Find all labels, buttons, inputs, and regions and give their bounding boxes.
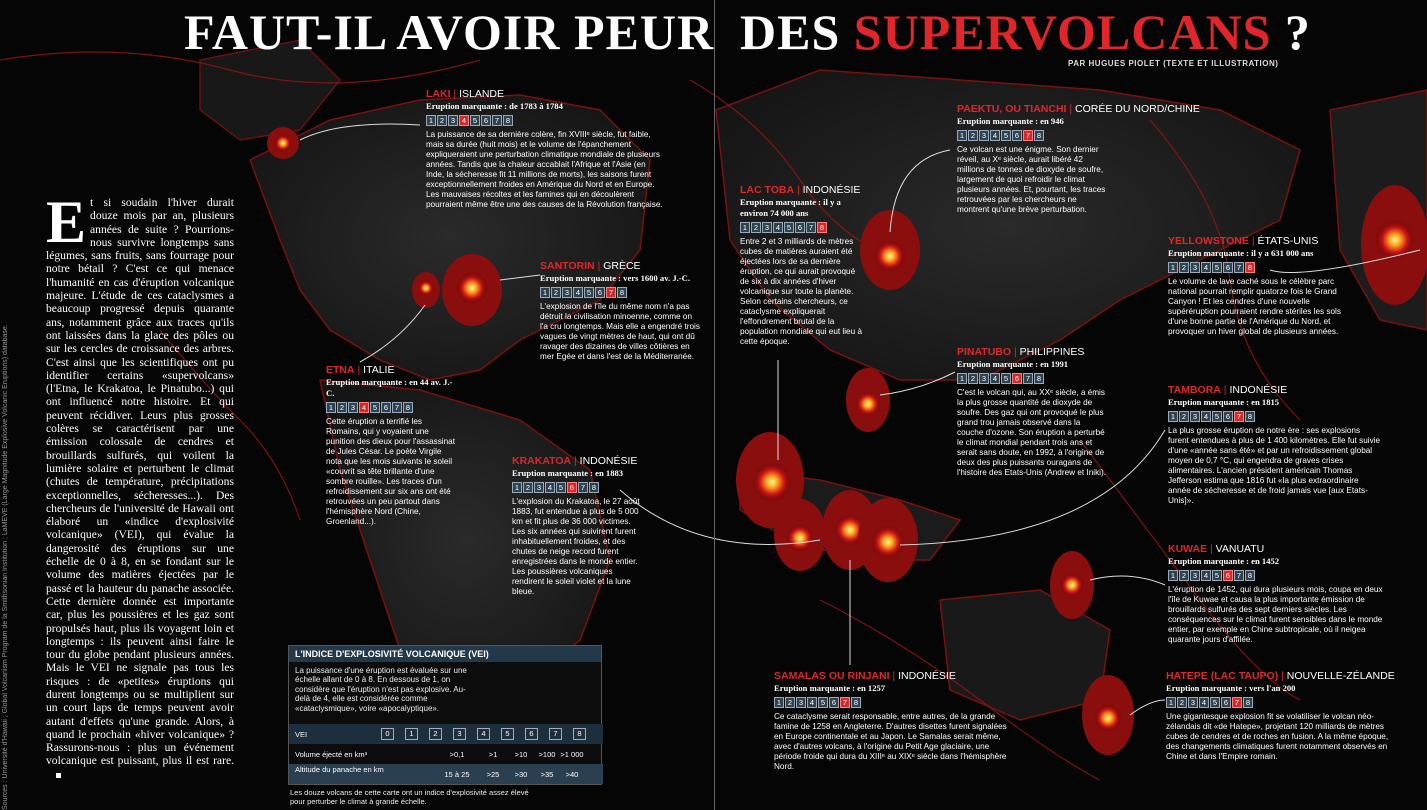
vei-scale-cell: 2 xyxy=(968,130,978,141)
eruption-date: Eruption marquante : en 946 xyxy=(957,116,1064,126)
eruption-date: Eruption marquante : vers 1600 av. J.-C. xyxy=(540,273,690,283)
vei-scale-cell: 1 xyxy=(326,402,336,413)
vei-scale-cell: 1 xyxy=(774,697,784,708)
vei-volume-cell: >1 000 xyxy=(560,750,584,759)
volcano-plume-tambora xyxy=(858,498,918,582)
vei-scale-cell: 6 xyxy=(595,287,605,298)
vei-scale-cell: 2 xyxy=(337,402,347,413)
vei-scale-cell: 3 xyxy=(979,130,989,141)
vei-scale-cell: 5 xyxy=(784,222,794,233)
vei-scale-cell: 2 xyxy=(751,222,761,233)
vei-index-box: 1 xyxy=(405,728,418,740)
eruption-date: Eruption marquante : il y a 631 000 ans xyxy=(1168,248,1314,258)
callout-pinatubo xyxy=(957,346,1107,478)
vei-scale-cell: 6 xyxy=(1223,262,1233,273)
vei-scale-cell: 6 xyxy=(829,697,839,708)
vei-scale-cell: 5 xyxy=(818,697,828,708)
vei-scale-cell: 3 xyxy=(979,373,989,384)
volcano-title: SANTORIN xyxy=(540,260,595,272)
vei-scale-cell: 8 xyxy=(503,115,513,126)
vei-scale-cell: 8 xyxy=(817,222,827,233)
vei-scale-cell: 1 xyxy=(540,287,550,298)
vei-scale-cell: 6 xyxy=(1223,411,1233,422)
vei-index-box: 3 xyxy=(453,728,466,740)
title-right: DES SUPERVOLCANS ? xyxy=(740,4,1311,60)
volcano-country: VANUATU xyxy=(1215,543,1265,555)
volcano-title: LAC TOBA xyxy=(740,184,795,196)
vei-scale-cell: 5 xyxy=(1001,373,1011,384)
volcano-title: KUWAE xyxy=(1168,543,1208,555)
vei-volume-cell: >100 xyxy=(538,750,556,759)
volcano-plume-kuwae xyxy=(1050,551,1094,619)
volcano-country: ÉTATS-UNIS xyxy=(1257,235,1319,247)
vei-scale-cell: 5 xyxy=(1212,570,1222,581)
vei-scale-cell: 5 xyxy=(556,482,566,493)
vei-scale-cell: 2 xyxy=(551,287,561,298)
volcano-description: La puissance de sa dernière colère, fin XVIIIᵉ siècle, fut faible, mais sa durée (huit mois) et le volume de l'épanchement expliqueraient une perturbation climatique mondiale de plusieurs années. Tandis que la chaleur accablait l'Afrique et l'Asie (en Inde, la sécheresse fit 11 millions de morts), les saisons furent exceptionnellement froides en Amérique du Nord et en Europe. Les mauvaises récoltes et les famines qui en découlèrent pourraient même être une des causes de la Révolution française. xyxy=(426,130,663,209)
volcano-plume-hatepe xyxy=(1082,675,1134,755)
eruption-date: Eruption marquante : de 1783 à 1784 xyxy=(426,101,563,111)
vei-scale-cell: 7 xyxy=(578,482,588,493)
vei-index-box: 5 xyxy=(501,728,514,740)
volcano-name: HATEPE (LAC TAUPO) | NOUVELLE-ZÉLANDE xyxy=(1166,670,1395,682)
callout-paektu xyxy=(957,103,1200,215)
eruption-date: Eruption marquante : en 1991 xyxy=(957,359,1069,369)
title-accent: SUPERVOLCANS xyxy=(853,4,1272,60)
volcano-country: NOUVELLE-ZÉLANDE xyxy=(1286,670,1395,682)
vei-scale-cell: 5 xyxy=(584,287,594,298)
callout-hatepe xyxy=(1166,670,1395,762)
vei-scale-cell: 7 xyxy=(492,115,502,126)
vei-scale-cell: 2 xyxy=(523,482,533,493)
volcano-title: LAKI xyxy=(426,88,451,100)
vei-scale-cell: 4 xyxy=(990,373,1000,384)
callout-lactoba xyxy=(740,184,865,347)
vei-scale-cell: 4 xyxy=(807,697,817,708)
volcano-description: La plus grosse éruption de notre ère : ses explosions furent entendues à plus de 1 400 kilomètres. Elle fut suivie d'une «année sans été» et par un refroidissement global moyen de 0,7 °C, qui engendra de graves crises alimentaires. L'ancien président américain Thomas Jefferson estima que 1816 fut «la plus extraordinaire année de sécheresse et de froid jamais vue [aux Etats-Unis]». xyxy=(1168,426,1381,505)
end-mark xyxy=(56,773,61,778)
vei-scale-cell: 3 xyxy=(1190,411,1200,422)
vei-scale-cell: 5 xyxy=(1210,697,1220,708)
vei-scale-cell: 5 xyxy=(1212,411,1222,422)
volcano-title: TAMBORA xyxy=(1168,384,1221,396)
vei-scale xyxy=(1168,570,1383,581)
vei-scale-cell: 3 xyxy=(1188,697,1198,708)
volcano-name: TAMBORA | INDONÉSIE xyxy=(1168,384,1288,396)
vei-scale-cell: 8 xyxy=(1243,697,1253,708)
vei-scale-cell: 7 xyxy=(1234,262,1244,273)
vei-scale-cell: 7 xyxy=(840,697,850,708)
vei-scale-cell: 7 xyxy=(606,287,616,298)
intro-text: t si soudain l'hiver durait douze mois par an, plusieurs années de suite ? Pourrions-nous survivre longtemps sans légumes, sans fruits, sans fourrage pour notre bétail ? C'est ce qui menace l'humanité en cas d'éruption volcanique majeure. L'étude de ces cataclysmes a beaucoup progressé depuis quarante ans, notamment grâce aux traces qu'ils ont laissées dans la glace des pôles ou sur les cercles de croissance des arbres. C'est ainsi que les scientifiques ont pu identifier certains «supervolcans» (l'Etna, le Krakatoa, le Pinatubo...) qui ont influencé notre histoire. Et qui peuvent récidiver. Leurs plus grosses colères se caractérisent par une émission colossale de cendres et brouillards sulfurés, qui voilent la lumière solaire et perturbent le climat (chutes de température, précipitations exceptionnelles, sécheresses...). Des chercheurs de l'université de Hawaii ont élaboré un «indice d'explosivité volcanique» (VEI), qui évalue la dangerosité des éruptions sur une échelle de 0 à 8, en se fondant sur le volume des matières éjectées par le passé et la hauteur du panache associée. Cette dernière donnée est importante car, plus les poussières et les gaz sont propulsés haut, plus ils voyagent loin et longtemps : ils peuvent ainsi faire le tour du globe pendant plusieurs années. Mais le VEI ne signale pas tous les risques : de «petites» éruptions qui durent longtemps ou se multiplient sur un court laps de temps peuvent avoir autant d'effets qu'une grande. Alors, à quand le prochain «hiver volcanique» ? Rassurons-nous : plus un événement volcanique est puissant, plus il est rare. xyxy=(46,196,234,768)
vei-scale xyxy=(512,482,642,493)
vei-scale-cell: 1 xyxy=(1168,262,1178,273)
sources-credit: Sources : Université d'Hawaii ; Global Volcanism Program de la Smithsonian Institution ; LaMEVE (Large Magnitude Explosive Volcanic Eruptions) database. xyxy=(2,324,9,810)
vei-altitude-cell: >40 xyxy=(565,770,579,779)
vei-scale-cell: 6 xyxy=(381,402,391,413)
vei-scale-cell: 3 xyxy=(1190,262,1200,273)
vei-scale-cell: 4 xyxy=(545,482,555,493)
volcano-title: PAEKTU, OU TIANCHI xyxy=(957,103,1067,115)
volcano-country: INDONÉSIE xyxy=(802,184,861,196)
vei-scale-cell: 3 xyxy=(762,222,772,233)
vei-scale-cell: 8 xyxy=(403,402,413,413)
volcano-plume-pinatubo xyxy=(846,368,890,432)
vei-scale-cell: 6 xyxy=(1221,697,1231,708)
title-left: FAUT-IL AVOIR PEUR xyxy=(184,4,715,60)
vei-scale-cell: 4 xyxy=(1201,411,1211,422)
eruption-date: Eruption marquante : il y a environ 74 000 ans xyxy=(740,197,841,218)
vei-scale-cell: 7 xyxy=(1234,411,1244,422)
vei-index-box: 4 xyxy=(477,728,490,740)
volcano-name: ETNA | ITALIE xyxy=(326,364,395,376)
vei-row-index xyxy=(289,724,603,744)
vei-table xyxy=(289,724,603,784)
vei-scale xyxy=(540,287,700,298)
volcano-description: Le volume de lave caché sous le célèbre parc national pourrait remplir quatorze fois le Grand Canyon ! Et les cendres d'une nouvelle supéréruption pourraient rendre stériles les sols d'une bonne partie de l'Amérique du Nord, et provoquer un hiver global de plusieurs années. xyxy=(1168,277,1341,336)
volcano-description: C'est le volcan qui, au XXᵉ siècle, a émis la plus grosse quantité de dioxyde de soufre. Des gaz qui ont provoqué le plus grand trou jamais observé dans la couche d'ozone. Son éruption a perturbé le climat mondial pendant trois ans et serait sans doute, en 1992, à l'origine de deux des plus puissants ouragans de l'histoire des Etats-Unis (Andrew et Iniki). xyxy=(957,388,1106,477)
vei-scale-cell: 2 xyxy=(1179,262,1189,273)
vei-scale-cell: 7 xyxy=(1023,373,1033,384)
volcano-name: SANTORIN | GRÈCE xyxy=(540,260,641,272)
callout-yellowstone xyxy=(1168,235,1348,337)
eruption-date: Eruption marquante : en 1452 xyxy=(1168,556,1280,566)
vei-scale-cell: 2 xyxy=(1177,697,1187,708)
vei-scale-cell: 2 xyxy=(1179,411,1189,422)
vei-volume-cell: >1 xyxy=(488,750,498,759)
vei-row-volume xyxy=(289,744,603,764)
callout-samalas xyxy=(774,670,1009,772)
vei-scale-cell: 5 xyxy=(1001,130,1011,141)
eruption-date: Eruption marquante : en 1815 xyxy=(1168,397,1280,407)
volcano-country: CORÉE DU NORD/CHINE xyxy=(1075,103,1200,115)
vei-scale-cell: 3 xyxy=(796,697,806,708)
vei-scale-cell: 1 xyxy=(512,482,522,493)
vei-scale-cell: 1 xyxy=(426,115,436,126)
byline: PAR HUGUES PIOLET (TEXTE ET ILLUSTRATION) xyxy=(1068,59,1279,68)
vei-scale-cell: 4 xyxy=(990,130,1000,141)
vei-scale xyxy=(957,373,1107,384)
vei-altitude-label: Altitude du panache en km xyxy=(295,765,384,774)
volcano-country: GRÈCE xyxy=(603,260,641,272)
vei-scale-cell: 1 xyxy=(740,222,750,233)
vei-scale xyxy=(774,697,1009,708)
volcano-title: PINATUBO xyxy=(957,346,1012,358)
volcano-description: Une gigantesque explosion fit se volatiliser le volcan néo-zélandais dit «de Hatepe», projetant 120 milliards de mètres cubes de cendres et de roches en fusion. A la même époque, des changements climatiques furent notamment observés en Chine et dans l'Empire romain. xyxy=(1166,712,1389,761)
vei-altitude-cell: >30 xyxy=(514,770,528,779)
vei-scale-cell: 3 xyxy=(534,482,544,493)
volcano-description: L'explosion du Krakatoa, le 27 août 1883, fut entendue à plus de 5 000 km et fit plus de 36 000 victimes. Les six années qui suivirent furent inhabituellement froides, et des chutes de neige record furent enregistrées dans le monde entier. Les poussières volcaniques rendirent le soleil violet et la lune bleue. xyxy=(512,497,640,596)
vei-volume-label: Volume éjecté en km³ xyxy=(295,750,368,759)
vei-scale xyxy=(740,222,865,233)
vei-scale-cell: 1 xyxy=(1166,697,1176,708)
volcano-name: SAMALAS OU RINJANI | INDONÉSIE xyxy=(774,670,956,682)
page-fold xyxy=(714,0,715,810)
vei-scale-cell: 5 xyxy=(1212,262,1222,273)
vei-scale-cell: 8 xyxy=(1245,262,1255,273)
vei-scale-cell: 6 xyxy=(1012,373,1022,384)
vei-scale-cell: 4 xyxy=(773,222,783,233)
vei-title: L'INDICE D'EXPLOSIVITÉ VOLCANIQUE (VEI) xyxy=(289,646,601,662)
vei-footnote: Les douze volcans de cette carte ont un indice d'explosivité assez élevé pour perturber le climat à grande échelle. xyxy=(290,788,529,806)
vei-scale-cell: 7 xyxy=(806,222,816,233)
vei-scale-cell: 8 xyxy=(589,482,599,493)
vei-legend-box xyxy=(288,645,602,785)
vei-scale-cell: 4 xyxy=(1201,570,1211,581)
vei-scale-cell: 3 xyxy=(1190,570,1200,581)
callout-krakatoa xyxy=(512,455,642,597)
vei-altitude-cell: >35 xyxy=(540,770,554,779)
vei-scale-cell: 5 xyxy=(370,402,380,413)
volcano-name: PINATUBO | PHILIPPINES xyxy=(957,346,1085,358)
vei-index-box: 6 xyxy=(525,728,538,740)
eruption-date: Eruption marquante : en 1883 xyxy=(512,468,624,478)
vei-scale-cell: 8 xyxy=(851,697,861,708)
vei-scale-cell: 2 xyxy=(968,373,978,384)
vei-scale-cell: 7 xyxy=(1234,570,1244,581)
volcano-plume-santorin xyxy=(442,254,502,326)
callout-etna xyxy=(326,364,456,527)
vei-scale xyxy=(1168,411,1383,422)
volcano-plume-paektu xyxy=(860,210,920,290)
eruption-date: Eruption marquante : en 44 av. J.-C. xyxy=(326,377,453,398)
volcano-country: INDONÉSIE xyxy=(1229,384,1288,396)
volcano-description: Entre 2 et 3 milliards de mètres cubes de matières auraient été éjectées lors de sa dernière éruption, ce qui aurait provoqué de six à dix années d'hiver volcanique sur toute la planète. Selon certains chercheurs, ce cataclysme expliquerait l'effondrement brutal de la population mondiale qui eut lieu à cette époque. xyxy=(740,237,862,346)
vei-volume-cell: >0,1 xyxy=(449,750,465,759)
volcano-title: KRAKATOA xyxy=(512,455,572,467)
vei-row-label: VEI xyxy=(295,730,308,739)
volcano-country: ISLANDE xyxy=(459,88,504,100)
vei-altitude-cell: 15 à 25 xyxy=(444,770,470,779)
volcano-description: Ce volcan est une énigme. Son dernier réveil, au Xᵉ siècle, aurait libéré 42 millions de tonnes de dioxyde de soufre, largement de quoi refroidir le climat plusieurs années. Et, pourtant, les traces retrouvées par les chercheurs ne montrent qu'une brève perturbation. xyxy=(957,145,1106,214)
volcano-country: PHILIPPINES xyxy=(1019,346,1085,358)
vei-scale-cell: 8 xyxy=(617,287,627,298)
vei-scale-cell: 6 xyxy=(1012,130,1022,141)
vei-scale-cell: 3 xyxy=(448,115,458,126)
vei-scale-cell: 3 xyxy=(348,402,358,413)
volcano-name: LAKI | ISLANDE xyxy=(426,88,504,100)
volcano-name: KUWAE | VANUATU xyxy=(1168,543,1265,555)
volcano-name: YELLOWSTONE | ÉTATS-UNIS xyxy=(1168,235,1319,247)
vei-scale-cell: 6 xyxy=(1223,570,1233,581)
vei-scale-cell: 6 xyxy=(481,115,491,126)
vei-scale-cell: 5 xyxy=(470,115,480,126)
vei-index-box: 8 xyxy=(573,728,586,740)
vei-scale-cell: 3 xyxy=(562,287,572,298)
volcano-name: LAC TOBA | INDONÉSIE xyxy=(740,184,861,196)
vei-scale-cell: 1 xyxy=(957,130,967,141)
vei-scale xyxy=(1166,697,1391,708)
volcano-name: PAEKTU, OU TIANCHI | CORÉE DU NORD/CHINE xyxy=(957,103,1200,115)
volcano-title: SAMALAS OU RINJANI xyxy=(774,670,890,682)
volcano-plume-etna xyxy=(412,272,440,308)
volcano-description: L'explosion de l'île du même nom n'a pas détruit la civilisation minoenne, comme on l'a cru longtemps. Mais elle a engendré trois vagues de vingt mètres de haut, qui ont dû ravager des dizaines de villes côtières en mer Egée et dans l'est de la Méditerranée. xyxy=(540,302,700,361)
vei-scale-cell: 8 xyxy=(1034,373,1044,384)
vei-scale xyxy=(326,402,456,413)
vei-index-box: 2 xyxy=(429,728,442,740)
vei-scale-cell: 7 xyxy=(1023,130,1033,141)
volcano-country: INDONÉSIE xyxy=(579,455,638,467)
vei-scale-cell: 1 xyxy=(1168,411,1178,422)
callout-laki xyxy=(426,88,666,210)
vei-scale-cell: 4 xyxy=(359,402,369,413)
vei-scale-cell: 1 xyxy=(1168,570,1178,581)
vei-scale-cell: 8 xyxy=(1034,130,1044,141)
vei-row-altitude xyxy=(289,764,603,784)
vei-scale-cell: 2 xyxy=(785,697,795,708)
vei-scale-cell: 1 xyxy=(957,373,967,384)
vei-scale xyxy=(1168,262,1348,273)
vei-scale-cell: 2 xyxy=(437,115,447,126)
vei-scale xyxy=(957,130,1107,141)
volcano-plume-laki xyxy=(267,127,299,159)
vei-scale-cell: 2 xyxy=(1179,570,1189,581)
volcano-description: Cette éruption a terrifié les Romains, qui y voyaient une punition des dieux pour l'assassinat de Jules César. Le poète Virgile nota que les mois suivants le soleil «couvrit sa tête brillante d'une sombre rouille». Les traces d'un refroidissement sur six ans ont été retrouvées un peu partout dans l'hémisphère Nord (Chine, Groenland...). xyxy=(326,417,456,526)
vei-scale-cell: 4 xyxy=(1199,697,1209,708)
vei-scale-cell: 6 xyxy=(567,482,577,493)
callout-kuwae xyxy=(1168,543,1383,645)
vei-scale-cell: 6 xyxy=(795,222,805,233)
drop-cap: E xyxy=(46,189,87,255)
vei-index-box: 0 xyxy=(381,728,394,740)
volcano-name: KRAKATOA | INDONÉSIE xyxy=(512,455,638,467)
volcano-title: YELLOWSTONE xyxy=(1168,235,1249,247)
eruption-date: Eruption marquante : en 1257 xyxy=(774,683,886,693)
volcano-country: ITALIE xyxy=(363,364,395,376)
vei-scale xyxy=(426,115,666,126)
vei-volume-cell: >10 xyxy=(514,750,528,759)
volcano-description: Ce cataclysme serait responsable, entre autres, de la grande famine de 1258 en Angleterre. D'autres disettes furent signalées en Europe continentale et au Japon. Le Samalas serait même, avec d'autres volcans, à l'origine du Petit Age glaciaire, une période froide qui dura du XIIIᵉ au XIXᵉ siècle dans l'hémisphère Nord. xyxy=(774,712,1007,771)
vei-altitude-cell: >25 xyxy=(486,770,500,779)
eruption-date: Eruption marquante : vers l'an 200 xyxy=(1166,683,1296,693)
volcano-title: ETNA xyxy=(326,364,355,376)
vei-description: La puissance d'une éruption est évaluée sur une échelle allant de 0 à 8. En dessous de 1, on considère que l'éruption n'est pas explosive. Au-delà de 4, elle est considérée comme «cataclysmique», voire «apocalyptique». xyxy=(295,666,467,713)
callout-tambora xyxy=(1168,384,1383,506)
vei-scale-cell: 4 xyxy=(573,287,583,298)
vei-scale-cell: 4 xyxy=(459,115,469,126)
volcano-title: HATEPE (LAC TAUPO) xyxy=(1166,670,1279,682)
callout-santorin xyxy=(540,260,700,362)
volcano-plume-krakatoa xyxy=(774,499,826,571)
volcano-plume-yellowstone xyxy=(1361,185,1427,305)
vei-scale-cell: 8 xyxy=(1245,411,1255,422)
vei-scale-cell: 7 xyxy=(1232,697,1242,708)
vei-scale-cell: 7 xyxy=(392,402,402,413)
volcano-description: L'éruption de 1452, qui dura plusieurs mois, coupa en deux l'île de Kuwae et causa la plus importante émission de brouillards sulfurés des sept derniers siècles. Les conséquences sur le climat furent sensibles dans le monde entier, par exemple en Chine subtropicale, où il neigea quarante jours d'affilée. xyxy=(1168,585,1383,644)
intro-article xyxy=(46,189,234,781)
vei-scale-cell: 4 xyxy=(1201,262,1211,273)
vei-scale-cell: 8 xyxy=(1245,570,1255,581)
volcano-country: INDONÉSIE xyxy=(898,670,956,682)
vei-index-box: 7 xyxy=(549,728,562,740)
